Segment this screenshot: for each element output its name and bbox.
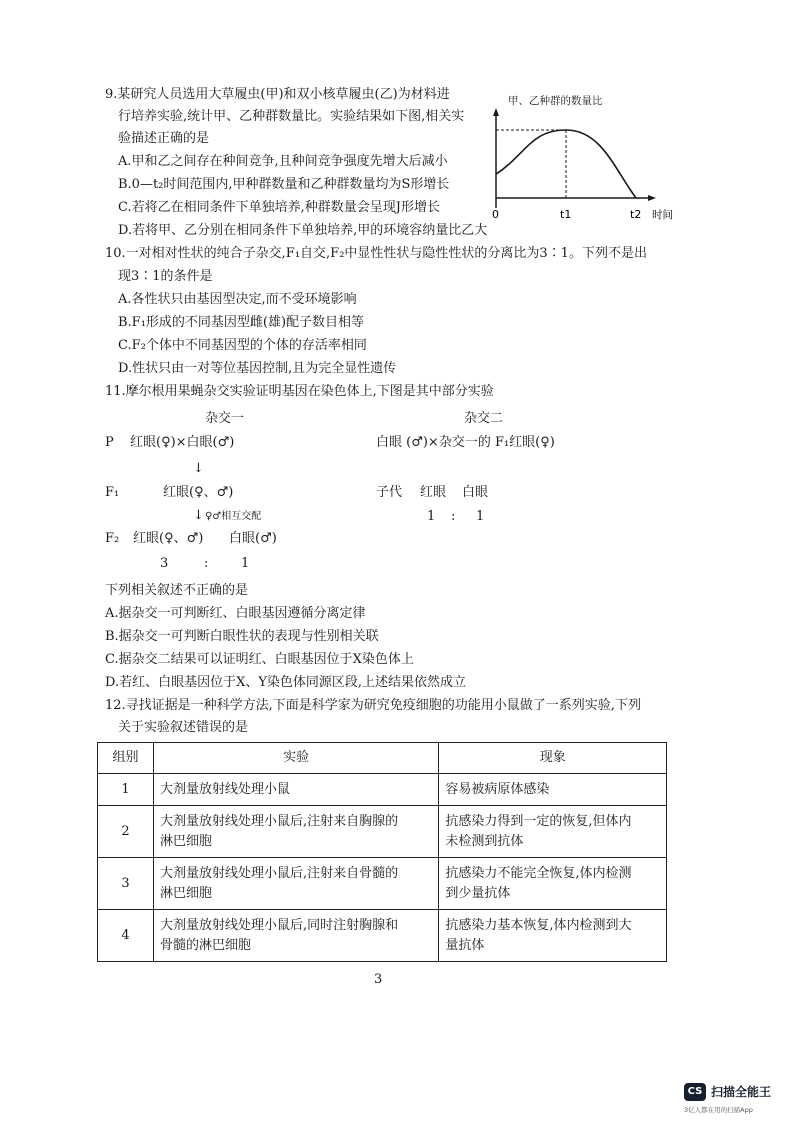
- cross-one-ratio-left: 3: [160, 556, 169, 571]
- page-number: 3: [374, 972, 383, 987]
- table-cell-text: 未检测到抗体: [445, 833, 524, 849]
- chart-xlabel: 时间: [652, 209, 673, 221]
- population-ratio-chart: [484, 90, 694, 222]
- chart-tick-0: 0: [492, 208, 499, 221]
- table-cell-text: 淋巴细胞: [159, 885, 212, 901]
- q11-option-d: D.若红、白眼基因位于X、Y染色体同源区段,上述结果依然成立: [105, 675, 467, 690]
- table-cell-result: [439, 806, 667, 858]
- table-cell-text: 淋巴细胞: [159, 833, 212, 849]
- table-row: [98, 806, 667, 858]
- chart-tick-t2: t2: [630, 208, 642, 221]
- chart-y-axis-arrow: [493, 108, 499, 116]
- cross-one-ratio-sep: :: [204, 556, 209, 571]
- table-header-experiment: 实验: [153, 743, 438, 774]
- table-cell-experiment: [153, 858, 438, 910]
- q9-option-b: B.0—t₂时间范围内,甲种群数量和乙种群数量均为S形增长: [118, 177, 450, 192]
- table-header-row: [98, 743, 667, 774]
- cross-two-ratio-sep: :: [451, 509, 456, 524]
- chart-x-axis-arrow: [648, 195, 656, 201]
- chart-ylabel: 甲、乙种群的数量比: [508, 95, 603, 107]
- table-row: [98, 774, 667, 806]
- app-name: 扫描全能王: [711, 1085, 772, 1099]
- cross-one-p-label: P: [105, 435, 114, 450]
- cross-two-ratio-left: 1: [427, 509, 436, 524]
- experiment-table: [97, 742, 667, 962]
- table-cell-text: 容易被病原体感染: [445, 781, 550, 797]
- table-cell-group: 4: [98, 910, 154, 962]
- q11-option-b: B.据杂交一可判断白眼性状的表现与性别相关联: [105, 629, 379, 644]
- cross-two-title: 杂交二: [464, 411, 504, 426]
- table-cell-text: 到少量抗体: [445, 885, 511, 901]
- q11-option-a: A.据杂交一可判断红、白眼基因遵循分离定律: [105, 606, 366, 621]
- table-cell-text: 大剂量放射线处理小鼠后,注射来自骨髓的: [159, 865, 399, 881]
- table-cell-text: 大剂量放射线处理小鼠: [159, 781, 290, 797]
- table-cell-text: 大剂量放射线处理小鼠后,同时注射胸腺和: [159, 917, 399, 933]
- cross-one-arrow-2: ↓: [193, 508, 204, 523]
- q9-option-d: D.若将甲、乙分别在相同条件下单独培养,甲的环境容纳量比乙大: [118, 223, 488, 238]
- q12-stem-line-1: 12.寻找证据是一种科学方法,下面是科学家为研究免疫细胞的功能用小鼠做了一系列实验,下列: [105, 698, 641, 713]
- q11-option-c: C.据杂交二结果可以证明红、白眼基因位于X染色体上: [105, 652, 414, 667]
- cross-two-white: 白眼: [462, 485, 489, 500]
- cross-one-f2-label: F₂: [105, 531, 120, 546]
- q12-stem-line-2: 关于实验叙述错误的是: [118, 720, 249, 735]
- table-cell-text: 抗感染力得到一定的恢复,但体内: [445, 813, 632, 829]
- table-cell-text: 抗感染力不能完全恢复,体内检测: [445, 865, 632, 881]
- table-cell-result: [439, 774, 667, 806]
- scanner-app-watermark: [684, 1081, 788, 1119]
- camscanner-logo-icon: CS: [684, 1083, 706, 1101]
- table-cell-text: 抗感染力基本恢复,体内检测到大: [445, 917, 632, 933]
- table-cell-group: 2: [98, 806, 154, 858]
- cross-two-red: 红眼: [420, 485, 447, 500]
- cross-one-parents: 红眼(♀)×白眼(♂): [130, 435, 235, 450]
- table-row: [98, 858, 667, 910]
- table-cell-result: [439, 858, 667, 910]
- q9-stem-line-3: 验描述正确的是: [118, 131, 210, 146]
- cross-one-title: 杂交一: [205, 411, 245, 426]
- table-cell-text: 骨髓的淋巴细胞: [159, 937, 251, 953]
- app-tagline: 3亿人都在用的扫描App: [684, 1106, 753, 1114]
- table-cell-group: 1: [98, 774, 154, 806]
- cross-one-ratio-right: 1: [241, 556, 250, 571]
- cross-one-f1-label: F₁: [105, 485, 120, 500]
- table-cell-experiment: [153, 806, 438, 858]
- table-cell-result: [439, 910, 667, 962]
- q10-stem-line-1: 10.一对相对性状的纯合子杂交,F₁自交,F₂中显性性状与隐性性状的分离比为3∶1。下列不是出: [105, 246, 647, 261]
- q11-prompt: 下列相关叙述不正确的是: [105, 583, 249, 598]
- q9-option-c: C.若将乙在相同条件下单独培养,种群数量会呈现J形增长: [118, 200, 440, 215]
- table-header-group: 组别: [98, 743, 154, 774]
- q10-option-a: A.各性状只由基因型决定,而不受环境影响: [118, 292, 357, 307]
- cross-two-parents: 白眼 (♂)×杂交一的 F₁红眼(♀): [376, 435, 555, 450]
- table-cell-experiment: [153, 910, 438, 962]
- q10-option-d: D.性状只由一对等位基因控制,且为完全显性遗传: [118, 361, 397, 376]
- table-cell-group: 3: [98, 858, 154, 910]
- q9-stem-line-1: 9.某研究人员选用大草履虫(甲)和双小核草履虫(乙)为材料进: [105, 87, 450, 102]
- cross-one-f2-white: 白眼(♂): [229, 531, 277, 546]
- cross-one-f1: 红眼(♀、♂): [163, 485, 234, 500]
- q10-stem-line-2: 现3∶1的条件是: [118, 269, 213, 284]
- cross-one-arrow-2-note: ♀♂相互交配: [205, 511, 262, 522]
- cross-two-ratio-right: 1: [476, 509, 485, 524]
- q10-option-b: B.F₁形成的不同基因型雌(雄)配子数目相等: [118, 315, 365, 330]
- cross-one-f2-red: 红眼(♀、♂): [133, 531, 204, 546]
- q9-option-a: A.甲和乙之间存在种间竞争,且种间竞争强度先增大后减小: [118, 154, 448, 169]
- table-row: [98, 910, 667, 962]
- cross-one-arrow-1: ↓: [193, 461, 204, 476]
- q9-stem-line-2: 行培养实验,统计甲、乙种群数量比。实验结果如下图,相关实: [118, 109, 465, 124]
- table-header-result: 现象: [439, 743, 667, 774]
- chart-tick-t1: t1: [560, 208, 572, 221]
- q11-stem: 11.摩尔根用果蝇杂交实验证明基因在染色体上,下图是其中部分实验: [105, 384, 494, 399]
- table-cell-text: 量抗体: [445, 937, 485, 953]
- q10-option-c: C.F₂个体中不同基因型的个体的存活率相同: [118, 338, 367, 353]
- table-cell-text: 大剂量放射线处理小鼠后,注射来自胸腺的: [159, 813, 399, 829]
- table-cell-experiment: [153, 774, 438, 806]
- cross-two-offspring-label: 子代: [376, 485, 403, 500]
